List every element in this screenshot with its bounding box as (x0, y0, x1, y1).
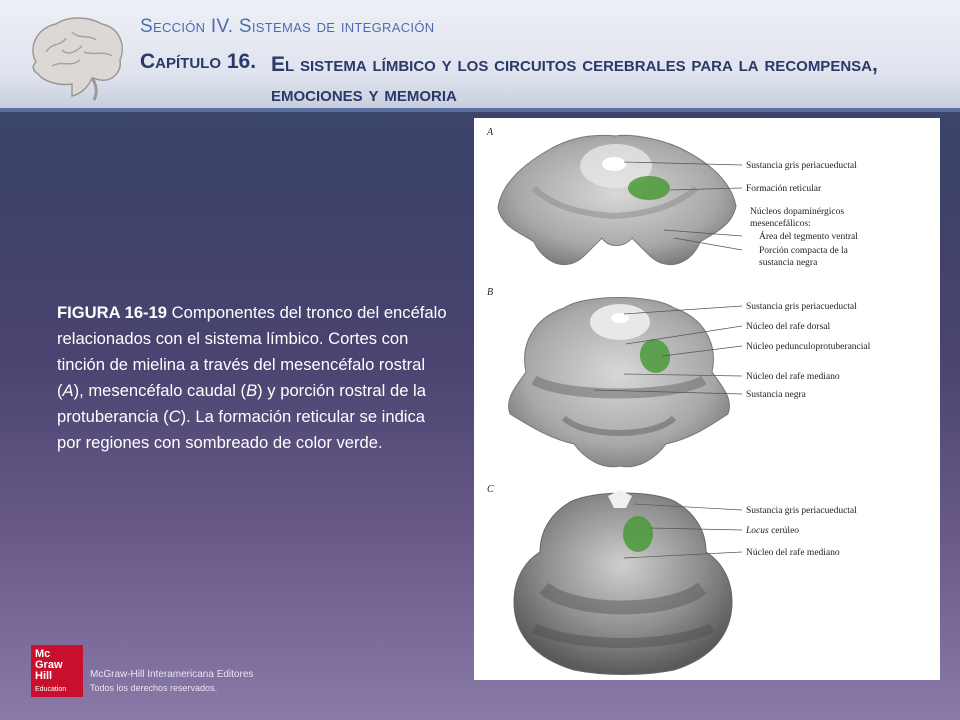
figure-label: FIGURA 16-19 (57, 303, 168, 322)
mcgraw-hill-logo (31, 645, 83, 697)
panel-c-letter: C (487, 484, 494, 495)
caption-text-4: ). La formación reticular se indica por regiones con sombreado de color verde. (57, 407, 426, 452)
section-title: Sección IV. Sistemas de integración (140, 16, 435, 37)
logo-graw: Graw (35, 659, 63, 671)
panel-b-letter: B (487, 287, 494, 298)
logo-education: Education (35, 686, 67, 693)
figure-caption (57, 300, 447, 456)
publisher-name: McGraw-Hill Interamericana Editores (90, 669, 254, 680)
label-a-reticular: Formación reticular (746, 184, 822, 194)
label-c-locus: Locus (746, 526, 769, 536)
label-c-locus-ceruleus (745, 526, 799, 536)
caption-letter-b: B (246, 381, 258, 400)
caption-text-2: ), mesencéfalo caudal ( (73, 381, 247, 400)
caption-letter-a: A (62, 381, 74, 400)
label-b-periaqueductal: Sustancia gris periacueductal (746, 302, 857, 312)
brainstem-sections-svg (474, 118, 940, 680)
label-a-vta: Área del tegmento ventral (759, 232, 858, 242)
panel-c-section (514, 490, 732, 675)
chapter-title: El sistema límbico y los circuitos cerebrales para la recompensa, emociones y memoria (271, 53, 878, 106)
panel-a-letter: A (487, 127, 494, 138)
label-c-median-raphe: Núcleo del rafe mediano (746, 548, 840, 558)
brainstem-figure (474, 118, 940, 680)
label-b-dorsal-raphe: Núcleo del rafe dorsal (746, 322, 831, 332)
label-a-mesencephalic: mesencefálicos: (750, 219, 811, 229)
logo-hill: Hill (35, 670, 53, 682)
label-a-compacta: Porción compacta de la (759, 246, 848, 256)
brain-icon (22, 12, 130, 106)
label-b-pedunculopontine: Núcleo pedunculoprotuberancial (746, 342, 871, 352)
rights-notice: Todos los derechos reservados. (90, 683, 218, 693)
chapter-number: Capítulo 16. (140, 50, 257, 73)
caption-text-3: ) y porción rostral de la protuberancia ( (57, 381, 426, 426)
label-c-periaqueductal: Sustancia gris periacueductal (746, 506, 857, 516)
label-c-ceruleo: cerúleo (768, 526, 800, 536)
panel-a-section (498, 135, 736, 264)
caption-text-1: Componentes del tronco del encéfalo relacionados con el sistema límbico. Cortes con tinción de mielina a través del mesencéfalo rostral ( (57, 303, 447, 400)
label-a-periaqueductal: Sustancia gris periacueductal (746, 161, 857, 171)
label-a-dopaminergic: Núcleos dopaminérgicos (750, 207, 845, 217)
panel-b-section (509, 298, 730, 467)
logo-mc: Mc (35, 648, 51, 660)
caption-letter-c: C (168, 407, 181, 426)
label-b-nigra: Sustancia negra (746, 390, 806, 400)
label-a-nigra: sustancia negra (759, 258, 818, 268)
label-b-median-raphe: Núcleo del rafe mediano (746, 372, 840, 382)
